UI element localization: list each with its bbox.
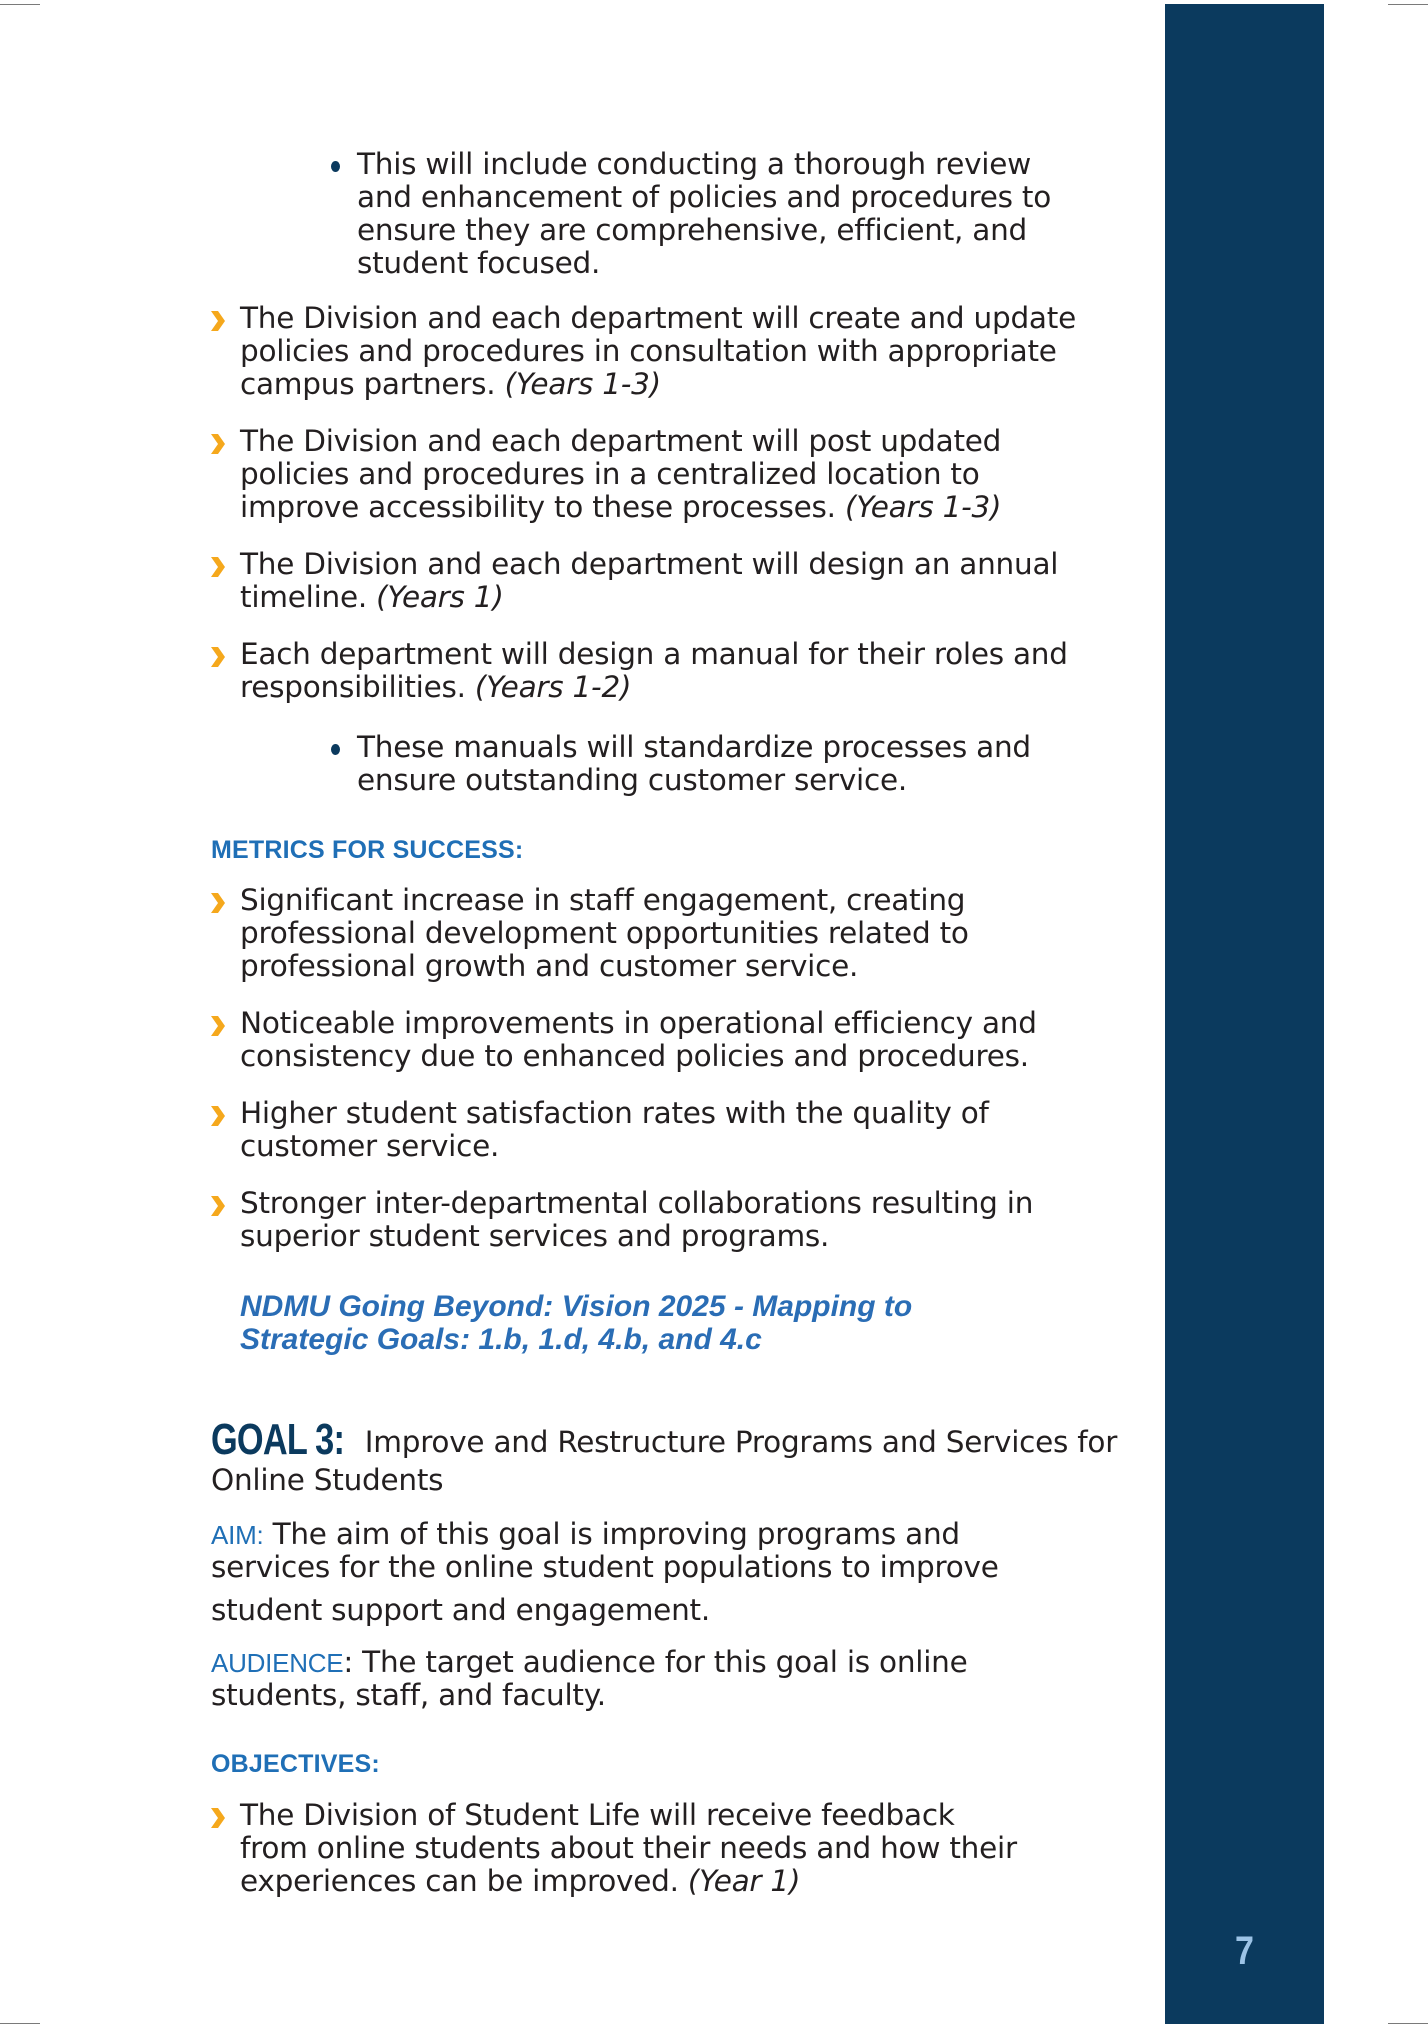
crop-mark-bottom-right — [1388, 2023, 1428, 2024]
goal3-label: GOAL 3: — [211, 1415, 345, 1464]
chevron-right-icon — [211, 434, 225, 454]
aim-text: The aim of this goal is improving programs and — [263, 1517, 960, 1551]
crop-mark-top-right — [1388, 4, 1428, 5]
bullet-dot-icon — [331, 161, 340, 172]
goal3-aim-line3: student support and engagement. — [211, 1593, 710, 1627]
metric-item: Significant increase in staff engagement, creating professional development opportunities related to professional growth and customer service. — [240, 883, 969, 983]
goal3-audience — [211, 1646, 1131, 1680]
objective-text: The Division of Student Life will receive feedback from online students about their needs and how their experiences can be improved. — [240, 1798, 1017, 1898]
metric-item: Higher student satisfaction rates with the quality of customer service. — [240, 1096, 989, 1163]
objective-item — [240, 638, 1140, 704]
goal3-title-text: Improve and Restructure Programs and Services for — [355, 1425, 1118, 1459]
chevron-right-icon — [211, 557, 225, 577]
goal3-audience-line2: students, staff, and faculty. — [211, 1678, 606, 1712]
goal3-title — [211, 1415, 1131, 1464]
chevron-right-icon — [211, 893, 225, 913]
objective-text: The Division and each department will create and update policies and procedures in consultation with appropriate campus partners. — [240, 301, 1076, 401]
objective-item — [240, 302, 1140, 401]
sub-bullet-text: These manuals will standardize processes and ensure outstanding customer service. — [357, 730, 1031, 797]
objective-timeframe: (Years 1-3) — [844, 490, 1002, 524]
chevron-right-icon — [211, 1196, 225, 1216]
crop-mark-top-left — [0, 4, 40, 5]
audience-text: : The target audience for this goal is online — [343, 1645, 968, 1679]
metric-item: Noticeable improvements in operational efficiency and consistency due to enhanced policies and procedures. — [240, 1006, 1037, 1073]
page-number: 7 — [1235, 1929, 1254, 1973]
goal3-title-line2: Online Students — [211, 1463, 444, 1497]
objective-timeframe: (Years 1) — [376, 580, 504, 614]
chevron-right-icon — [211, 311, 225, 331]
objective-text: The Division and each department will post updated policies and procedures in a centralized location to improve accessibility to these processes. — [240, 424, 1002, 524]
objective-timeframe: (Years 1-2) — [474, 670, 632, 704]
goal3-aim — [211, 1518, 1131, 1552]
objective-text: The Division and each department will design an annual timeline. — [240, 547, 1059, 614]
objective-timeframe: (Years 1-3) — [504, 367, 661, 401]
goal3-aim-line2: services for the online student populations to improve — [211, 1550, 999, 1584]
objective-item — [240, 548, 1140, 614]
chevron-right-icon — [211, 1106, 225, 1126]
crop-mark-bottom-left — [0, 2023, 40, 2024]
metric-item: Stronger inter-departmental collaborations resulting in superior student services and programs. — [240, 1186, 1034, 1253]
vision-mapping: NDMU Going Beyond: Vision 2025 - Mapping to Strategic Goals: 1.b, 1.d, 4.b, and 4.c — [240, 1290, 913, 1356]
bullet-dot-icon — [331, 744, 340, 755]
chevron-right-icon — [211, 647, 225, 667]
sub-bullet-text: This will include conducting a thorough review and enhancement of policies and procedures to ensure they are comprehensive, efficient, and student focused. — [357, 147, 1052, 280]
goal3-objective-item — [240, 1799, 1140, 1898]
objective-item — [240, 425, 1140, 524]
objectives-heading: OBJECTIVES: — [211, 1750, 380, 1778]
chevron-right-icon — [211, 1016, 225, 1036]
sidebar-band — [1165, 4, 1324, 2024]
audience-label: AUDIENCE — [211, 1648, 344, 1678]
metrics-heading: METRICS FOR SUCCESS: — [211, 836, 524, 864]
aim-label: AIM: — [211, 1520, 264, 1550]
chevron-right-icon — [211, 1808, 225, 1828]
objective-timeframe: (Year 1) — [687, 1864, 801, 1898]
objective-text: Each department will design a manual for their roles and responsibilities. — [240, 637, 1068, 704]
